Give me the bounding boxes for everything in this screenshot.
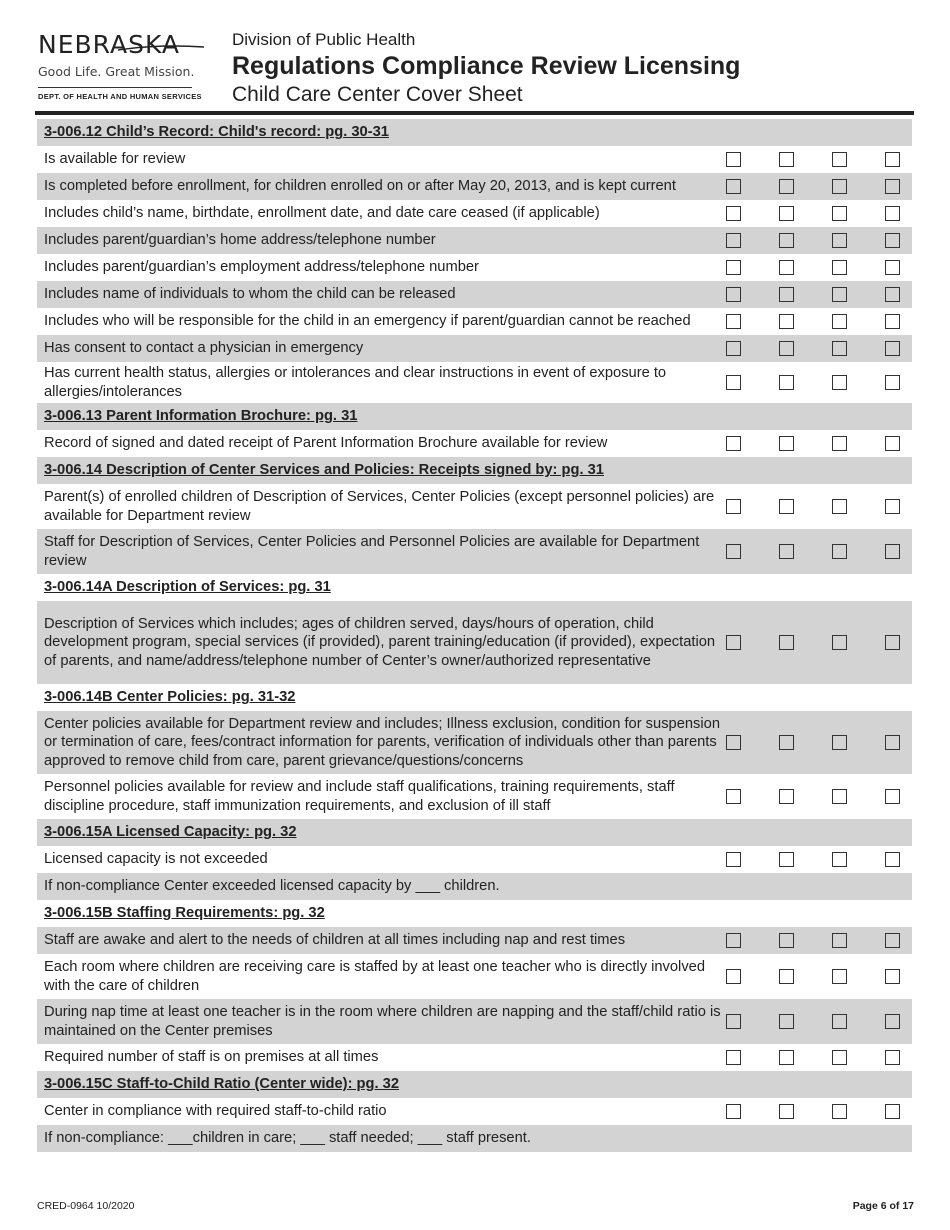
row-text: If non-compliance: ___children in care; ___ staff needed; ___ staff present. xyxy=(44,1130,531,1147)
compliance-checkbox[interactable] xyxy=(726,206,741,221)
compliance-checkbox[interactable] xyxy=(885,375,900,390)
row-text: Parent(s) of enrolled children of Description of Services, Center Policies (except personnel policies) are available for Department review xyxy=(44,489,715,524)
row-text: Is available for review xyxy=(44,151,186,168)
compliance-checkbox[interactable] xyxy=(779,179,794,194)
checkbox-group xyxy=(723,1050,912,1065)
page-title: Regulations Compliance Review Licensing xyxy=(232,52,741,80)
checklist-row xyxy=(37,200,912,227)
checkbox-group xyxy=(723,233,912,248)
compliance-checkbox[interactable] xyxy=(779,499,794,514)
row-text: Includes who will be responsible for the child in an emergency if parent/guardian cannot be reached xyxy=(44,313,691,330)
row-text: During nap time at least one teacher is in the room where children are napping and the staff/child ratio is maintained on the Center premises xyxy=(44,1004,721,1039)
compliance-checkbox[interactable] xyxy=(779,314,794,329)
compliance-checkbox[interactable] xyxy=(779,735,794,750)
compliance-checkbox[interactable] xyxy=(832,375,847,390)
compliance-checkbox[interactable] xyxy=(726,1014,741,1029)
row-text: Personnel policies available for review and include staff qualifications, training requirements, staff discipline procedure, staff immunization requirements, and exclusion of ill staff xyxy=(44,779,675,814)
checkbox-group xyxy=(723,152,912,167)
compliance-checkbox[interactable] xyxy=(726,1104,741,1119)
compliance-checkbox[interactable] xyxy=(832,314,847,329)
compliance-checkbox[interactable] xyxy=(779,1014,794,1029)
section-title: 3-006.14B Center Policies: pg. 31-32 xyxy=(44,689,296,706)
section-header-row xyxy=(37,1071,912,1098)
compliance-checkbox[interactable] xyxy=(726,635,741,650)
section-title: 3-006.14A Description of Services: pg. 31 xyxy=(44,579,331,596)
compliance-checkbox[interactable] xyxy=(832,287,847,302)
header-titles xyxy=(232,30,740,108)
logo-wordmark: NEBRASKA xyxy=(38,30,208,60)
compliance-checkbox[interactable] xyxy=(726,735,741,750)
form-id: CRED-0964 10/2020 xyxy=(37,1200,135,1212)
compliance-checkbox[interactable] xyxy=(726,789,741,804)
row-text: Includes parent/guardian’s home address/telephone number xyxy=(44,232,436,249)
checklist-row xyxy=(37,484,912,529)
checklist-row xyxy=(37,999,912,1044)
compliance-checkbox[interactable] xyxy=(832,735,847,750)
checklist-row xyxy=(37,430,912,457)
compliance-checkbox[interactable] xyxy=(832,852,847,867)
compliance-checkbox[interactable] xyxy=(832,233,847,248)
row-text: Required number of staff is on premises at all times xyxy=(44,1049,379,1066)
row-text: Each room where children are receiving care is staffed by at least one teacher who is directly involved with the care of children xyxy=(44,959,706,994)
checklist-row xyxy=(37,308,912,335)
compliance-checkbox[interactable] xyxy=(885,314,900,329)
nebraska-dhhs-logo xyxy=(38,30,208,101)
compliance-checkbox[interactable] xyxy=(779,287,794,302)
compliance-checkbox[interactable] xyxy=(726,260,741,275)
checkbox-group xyxy=(723,314,912,329)
compliance-checkbox[interactable] xyxy=(885,544,900,559)
compliance-checkbox[interactable] xyxy=(726,233,741,248)
section-header-row xyxy=(37,574,912,601)
checkbox-group xyxy=(723,260,912,275)
compliance-checkbox[interactable] xyxy=(726,852,741,867)
compliance-checkbox[interactable] xyxy=(832,789,847,804)
row-text: Has current health status, allergies or intolerances and clear instructions in event of exposure to allergies/intolerances xyxy=(44,365,667,400)
compliance-checkbox[interactable] xyxy=(832,260,847,275)
checkbox-group xyxy=(723,375,912,390)
checklist-row xyxy=(37,774,912,819)
checklist-row xyxy=(37,529,912,574)
checkbox-group xyxy=(723,179,912,194)
checklist-row xyxy=(37,1044,912,1071)
checklist-row xyxy=(37,254,912,281)
compliance-checkbox[interactable] xyxy=(832,933,847,948)
compliance-checkbox[interactable] xyxy=(885,933,900,948)
row-text: Includes parent/guardian’s employment address/telephone number xyxy=(44,259,479,276)
checkbox-group xyxy=(723,635,912,650)
checkbox-group xyxy=(723,735,912,750)
compliance-checkbox[interactable] xyxy=(779,375,794,390)
compliance-checkbox[interactable] xyxy=(779,544,794,559)
section-title: 3-006.15A Licensed Capacity: pg. 32 xyxy=(44,824,297,841)
row-text: Includes child’s name, birthdate, enrollment date, and date care ceased (if applicable) xyxy=(44,205,600,222)
checklist-row xyxy=(37,927,912,954)
compliance-checkbox[interactable] xyxy=(832,969,847,984)
checklist-row xyxy=(37,846,912,873)
compliance-checkbox[interactable] xyxy=(885,735,900,750)
checkbox-group xyxy=(723,852,912,867)
logo-swoosh-icon xyxy=(118,42,204,54)
row-text: Record of signed and dated receipt of Parent Information Brochure available for review xyxy=(44,435,608,452)
logo-divider xyxy=(38,87,192,88)
compliance-checkbox[interactable] xyxy=(885,1014,900,1029)
row-text: If non-compliance Center exceeded licensed capacity by ___ children. xyxy=(44,878,500,895)
compliance-checkbox[interactable] xyxy=(779,206,794,221)
compliance-checkbox[interactable] xyxy=(779,789,794,804)
section-header-row xyxy=(37,684,912,711)
checkbox-group xyxy=(723,287,912,302)
section-title: 3-006.12 Child’s Record: Child's record: pg. 30-31 xyxy=(44,124,389,141)
compliance-checkbox[interactable] xyxy=(885,499,900,514)
compliance-checkbox[interactable] xyxy=(832,1014,847,1029)
logo-department: DEPT. OF HEALTH AND HUMAN SERVICES xyxy=(38,92,202,101)
compliance-checkbox[interactable] xyxy=(779,260,794,275)
checklist-row xyxy=(37,281,912,308)
checklist-row xyxy=(37,711,912,774)
compliance-checkbox[interactable] xyxy=(832,341,847,356)
compliance-checkbox[interactable] xyxy=(832,179,847,194)
checkbox-group xyxy=(723,499,912,514)
checklist-row xyxy=(37,335,912,362)
compliance-checkbox[interactable] xyxy=(832,1104,847,1119)
compliance-checkbox[interactable] xyxy=(832,544,847,559)
checkbox-group xyxy=(723,341,912,356)
compliance-checkbox[interactable] xyxy=(779,635,794,650)
checklist-row xyxy=(37,1098,912,1125)
compliance-checkbox[interactable] xyxy=(726,341,741,356)
compliance-checkbox[interactable] xyxy=(832,436,847,451)
compliance-checkbox[interactable] xyxy=(726,544,741,559)
section-header-row xyxy=(37,403,912,430)
compliance-checkbox[interactable] xyxy=(885,179,900,194)
checkbox-group xyxy=(723,1104,912,1119)
compliance-checkbox[interactable] xyxy=(885,436,900,451)
section-header-row xyxy=(37,119,912,146)
page-number: Page 6 of 17 xyxy=(852,1200,914,1212)
compliance-checkbox[interactable] xyxy=(726,969,741,984)
checkbox-group xyxy=(723,933,912,948)
compliance-checkbox[interactable] xyxy=(726,436,741,451)
compliance-checkbox[interactable] xyxy=(832,499,847,514)
header-rule xyxy=(35,111,914,115)
row-text: Is completed before enrollment, for children enrolled on or after May 20, 2013, and is kept current xyxy=(44,178,676,195)
compliance-checkbox[interactable] xyxy=(885,206,900,221)
checkbox-group xyxy=(723,1014,912,1029)
row-text: Has consent to contact a physician in emergency xyxy=(44,340,364,357)
compliance-checkbox[interactable] xyxy=(726,314,741,329)
checklist-row xyxy=(37,601,912,684)
division-name: Division of Public Health xyxy=(232,30,416,49)
compliance-checkbox[interactable] xyxy=(779,1104,794,1119)
checklist-row xyxy=(37,954,912,999)
row-text: Staff are awake and alert to the needs of children at all times including nap and rest times xyxy=(44,932,626,949)
compliance-checkbox[interactable] xyxy=(726,499,741,514)
compliance-checkbox[interactable] xyxy=(779,1050,794,1065)
checkbox-group xyxy=(723,789,912,804)
checklist-row xyxy=(37,146,912,173)
compliance-checkbox[interactable] xyxy=(885,852,900,867)
compliance-checkbox[interactable] xyxy=(779,436,794,451)
page-header xyxy=(0,0,950,116)
checkbox-group xyxy=(723,436,912,451)
compliance-checkbox[interactable] xyxy=(885,287,900,302)
section-header-row xyxy=(37,457,912,484)
compliance-checkbox[interactable] xyxy=(885,969,900,984)
checkbox-group xyxy=(723,544,912,559)
compliance-checkbox[interactable] xyxy=(885,233,900,248)
compliance-checkbox[interactable] xyxy=(779,852,794,867)
compliance-checkbox[interactable] xyxy=(726,152,741,167)
compliance-checkbox[interactable] xyxy=(885,341,900,356)
section-header-row xyxy=(37,900,912,927)
compliance-checkbox[interactable] xyxy=(885,635,900,650)
row-text: Staff for Description of Services, Center Policies and Personnel Policies are available for Department review xyxy=(44,534,700,569)
checklist-row xyxy=(37,362,912,403)
compliance-checkbox[interactable] xyxy=(832,206,847,221)
section-header-row xyxy=(37,819,912,846)
compliance-checkbox[interactable] xyxy=(726,179,741,194)
compliance-checkbox[interactable] xyxy=(832,1050,847,1065)
row-text: Center in compliance with required staff-to-child ratio xyxy=(44,1103,387,1120)
checkbox-group xyxy=(723,206,912,221)
compliance-checkbox[interactable] xyxy=(885,152,900,167)
row-text: Center policies available for Department review and includes; Illness exclusion, condition for suspension or termination of care, fees/contract information for parents, verification of individuals other than parents approved to remove child from care, parent grievance/questions/concerns xyxy=(44,715,720,769)
checkbox-group xyxy=(723,969,912,984)
compliance-checkbox[interactable] xyxy=(779,341,794,356)
checklist-row xyxy=(37,227,912,254)
compliance-checkbox[interactable] xyxy=(726,1050,741,1065)
checklist-row xyxy=(37,173,912,200)
logo-tagline: Good Life. Great Mission. xyxy=(38,64,195,79)
compliance-checkbox[interactable] xyxy=(726,375,741,390)
compliance-checkbox[interactable] xyxy=(726,933,741,948)
section-title: 3-006.15C Staff-to-Child Ratio (Center wide): pg. 32 xyxy=(44,1076,399,1093)
compliance-checkbox[interactable] xyxy=(832,152,847,167)
compliance-checkbox[interactable] xyxy=(885,260,900,275)
compliance-checkbox[interactable] xyxy=(885,1050,900,1065)
section-title: 3-006.14 Description of Center Services and Policies: Receipts signed by: pg. 31 xyxy=(44,462,604,479)
compliance-checkbox[interactable] xyxy=(726,287,741,302)
row-text: Licensed capacity is not exceeded xyxy=(44,851,268,868)
page-subtitle: Child Care Center Cover Sheet xyxy=(232,83,523,106)
compliance-checkbox[interactable] xyxy=(779,933,794,948)
compliance-checklist xyxy=(37,119,912,1152)
compliance-checkbox[interactable] xyxy=(779,152,794,167)
compliance-checkbox[interactable] xyxy=(832,635,847,650)
section-title: 3-006.15B Staffing Requirements: pg. 32 xyxy=(44,905,325,922)
compliance-checkbox[interactable] xyxy=(885,1104,900,1119)
compliance-checkbox[interactable] xyxy=(779,233,794,248)
section-title: 3-006.13 Parent Information Brochure: pg. 31 xyxy=(44,408,358,425)
note-row xyxy=(37,1125,912,1152)
compliance-checkbox[interactable] xyxy=(779,969,794,984)
note-row xyxy=(37,873,912,900)
compliance-checkbox[interactable] xyxy=(885,789,900,804)
row-text: Description of Services which includes; ages of children served, days/hours of operation, child development program, special services (if provided), parent training/education (if provided), expectation of parents, and name/address/telephone number of Center’s owner/authorized representative xyxy=(44,615,716,669)
row-text: Includes name of individuals to whom the child can be released xyxy=(44,286,456,303)
